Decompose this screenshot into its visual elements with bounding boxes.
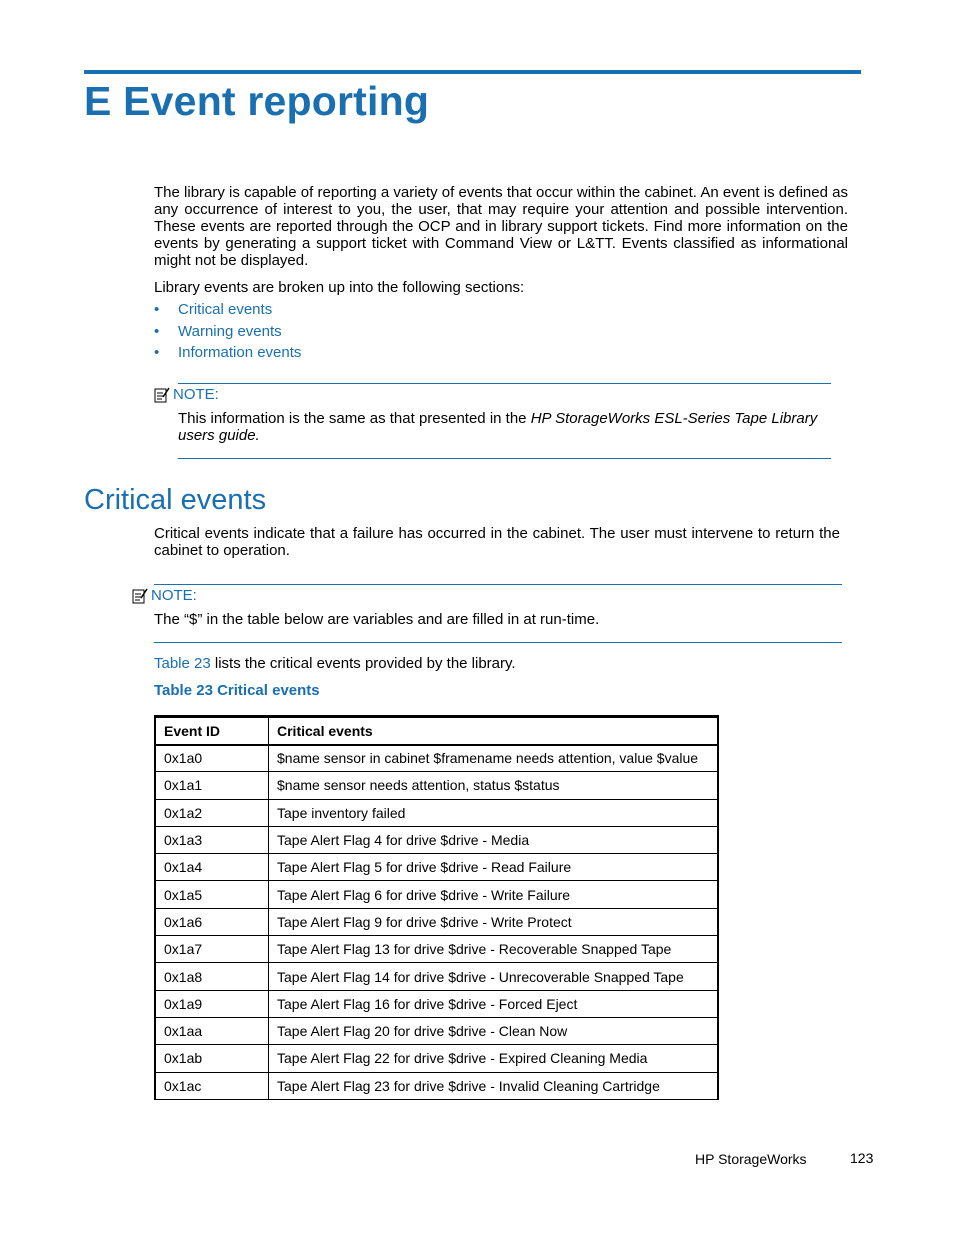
event-id-cell: 0x1a2 xyxy=(155,799,269,826)
event-description-cell: Tape Alert Flag 22 for drive $drive - Expired Cleaning Media xyxy=(269,1045,719,1072)
table-caption: Table 23 Critical events xyxy=(154,682,320,699)
list-item xyxy=(154,343,301,365)
note-heading xyxy=(132,587,197,604)
note-text-plain: This information is the same as that presented in the xyxy=(178,410,531,427)
section-description: Critical events indicate that a failure has occurred in the cabinet. The user must intervene to return the cabinet to operation. xyxy=(154,525,840,559)
note-divider xyxy=(154,642,842,643)
event-description-cell: Tape Alert Flag 16 for drive $drive - Forced Eject xyxy=(269,990,719,1017)
table-row xyxy=(155,799,718,826)
table-row xyxy=(155,1017,718,1044)
table-row xyxy=(155,963,718,990)
note-icon xyxy=(154,387,171,403)
event-description-cell: Tape Alert Flag 14 for drive $drive - Unrecoverable Snapped Tape xyxy=(269,963,719,990)
event-description-cell: Tape Alert Flag 5 for drive $drive - Read Failure xyxy=(269,854,719,881)
table-row xyxy=(155,881,718,908)
list-item xyxy=(154,322,301,344)
event-description-cell: Tape Alert Flag 20 for drive $drive - Clean Now xyxy=(269,1017,719,1044)
event-description-cell: Tape Alert Flag 23 for drive $drive - Invalid Cleaning Cartridge xyxy=(269,1072,719,1099)
table-header-row xyxy=(155,717,718,745)
link-warning-events[interactable]: Warning events xyxy=(178,322,282,340)
table-row xyxy=(155,936,718,963)
bullet-icon: • xyxy=(154,344,160,361)
table-row xyxy=(155,826,718,853)
column-header-critical-events: Critical events xyxy=(269,717,719,745)
note-icon xyxy=(132,588,149,604)
table-row xyxy=(155,854,718,881)
note-divider xyxy=(154,584,842,585)
sections-lead: Library events are broken up into the following sections: xyxy=(154,279,525,296)
chapter-rule xyxy=(84,70,861,74)
event-description-cell: Tape Alert Flag 6 for drive $drive - Write Failure xyxy=(269,881,719,908)
table-row xyxy=(155,1045,718,1072)
event-description-cell: Tape inventory failed xyxy=(269,799,719,826)
note-heading xyxy=(154,386,219,403)
footer-brand: HP StorageWorks xyxy=(695,1151,807,1167)
bullet-icon: • xyxy=(154,301,160,318)
section-title: Critical events xyxy=(84,484,267,516)
event-description-cell: Tape Alert Flag 9 for drive $drive - Write Protect xyxy=(269,908,719,935)
note-text xyxy=(178,410,818,444)
table-body xyxy=(155,745,718,1100)
page-number: 123 xyxy=(850,1150,874,1166)
table-row xyxy=(155,1072,718,1099)
table-row xyxy=(155,745,718,772)
critical-events-table xyxy=(154,715,719,1100)
intro-paragraph xyxy=(154,184,848,269)
note-label: NOTE: xyxy=(173,386,219,403)
event-description-cell: Tape Alert Flag 13 for drive $drive - Recoverable Snapped Tape xyxy=(269,936,719,963)
note-text-italic: HP StorageWorks ESL-Series Tape Library users guide. xyxy=(178,410,818,444)
event-id-cell: 0x1a5 xyxy=(155,881,269,908)
event-id-cell: 0x1a1 xyxy=(155,772,269,799)
event-description-cell: Tape Alert Flag 4 for drive $drive - Media xyxy=(269,826,719,853)
link-critical-events[interactable]: Critical events xyxy=(178,301,273,318)
bullet-icon: • xyxy=(154,322,160,340)
event-id-cell: 0x1a3 xyxy=(155,826,269,853)
link-information-events[interactable]: Information events xyxy=(178,344,302,361)
event-id-cell: 0x1aa xyxy=(155,1017,269,1044)
event-id-cell: 0x1ac xyxy=(155,1072,269,1099)
event-id-cell: 0x1ab xyxy=(155,1045,269,1072)
table-row xyxy=(155,908,718,935)
note-divider xyxy=(178,458,831,459)
column-header-event-id: Event ID xyxy=(155,717,269,745)
event-id-cell: 0x1a0 xyxy=(155,745,269,772)
chapter-title: E Event reporting xyxy=(84,78,430,124)
table-reference xyxy=(154,655,516,672)
event-id-cell: 0x1a8 xyxy=(155,963,269,990)
table-row xyxy=(155,990,718,1017)
table-reference-text: lists the critical events provided by the library. xyxy=(210,655,516,672)
event-description-cell: $name sensor in cabinet $framename needs attention, value $value xyxy=(269,745,719,772)
list-item xyxy=(154,300,301,322)
note-text: The “$” in the table below are variables and are filled in at run-time. xyxy=(154,611,600,628)
event-id-cell: 0x1a6 xyxy=(155,908,269,935)
table-row xyxy=(155,772,718,799)
intro-text: The library is capable of reporting a variety of events that occur within the cabinet. An event is defined as any occurrence of interest to you, the user, that may require your attention and possible intervention. These events are reported through the OCP and in library support tickets. Find more information on the events by generating a support ticket with Command View or L&TT. Events classified as informational might not be displayed. xyxy=(154,184,848,269)
sections-list xyxy=(154,300,301,365)
note-divider xyxy=(178,383,831,384)
event-id-cell: 0x1a9 xyxy=(155,990,269,1017)
event-id-cell: 0x1a7 xyxy=(155,936,269,963)
note-label: NOTE: xyxy=(151,587,197,604)
table-link[interactable]: Table 23 xyxy=(154,655,211,672)
event-description-cell: $name sensor needs attention, status $status xyxy=(269,772,719,799)
event-id-cell: 0x1a4 xyxy=(155,854,269,881)
